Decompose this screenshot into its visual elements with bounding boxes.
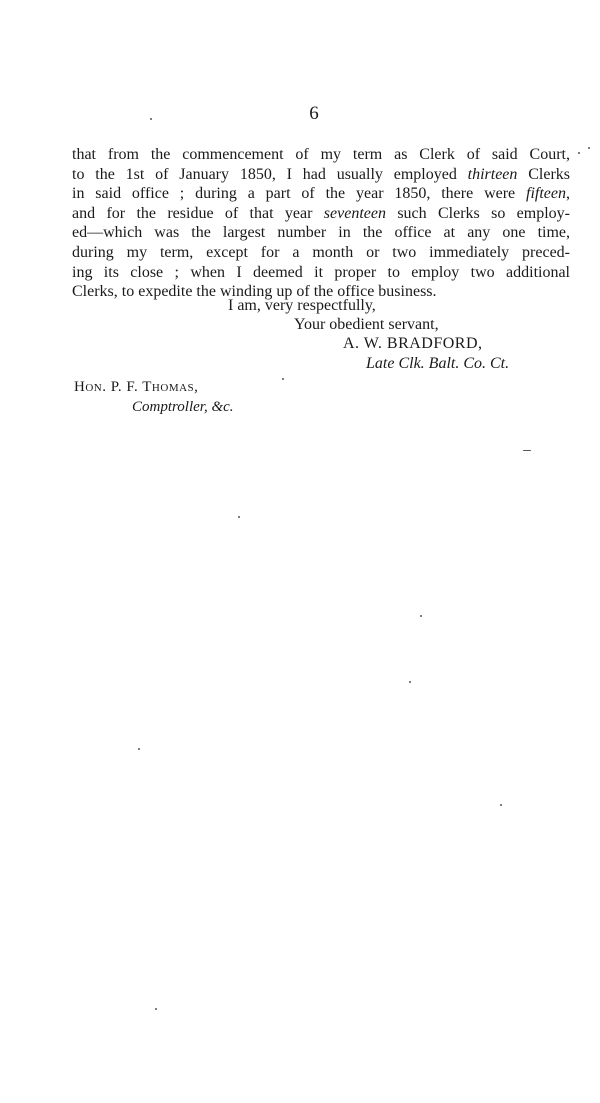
signature-name: A. W. BRADFORD, (343, 335, 483, 352)
emphasis: thirteen (467, 165, 518, 183)
scan-speck (500, 804, 502, 806)
emphasis: fifteen (526, 185, 566, 203)
scan-speck (138, 748, 140, 750)
closing-salutation: I am, very respectfully, (228, 297, 376, 314)
recipient-title: Comptroller, &c. (132, 399, 234, 415)
letter-line: ing its close ; when I deemed it proper to employ two additional (72, 263, 570, 281)
letter-line: in said office ; during a part of the year 1850, there were fifteen, (72, 185, 570, 203)
scan-speck (282, 378, 284, 380)
scan-speck (150, 118, 152, 120)
letter-line: to the 1st of January 1850, I had usually employed thirteen Clerks (72, 165, 570, 183)
letter-line: ed—which was the largest number in the office at any one time, (72, 224, 570, 242)
scan-speck (588, 147, 590, 149)
scan-speck (238, 516, 240, 518)
emphasis: seventeen (323, 204, 386, 222)
letter-line: during my term, except for a month or two immediately preced- (72, 243, 570, 261)
scan-speck (420, 615, 422, 617)
closing-servant: Your obedient servant, (294, 316, 439, 333)
scan-speck (155, 1008, 157, 1010)
recipient-name: Hon. P. F. Thomas, (74, 379, 199, 395)
scan-speck (523, 450, 531, 451)
letter-line: and for the residue of that year seventeen such Clerks so employ- (72, 204, 570, 222)
letter-line: that from the commencement of my term as Clerk of said Court, (72, 146, 570, 163)
letter-body (72, 145, 570, 302)
scan-speck (409, 681, 411, 683)
page-number: 6 (309, 103, 319, 124)
letter-line: Clerks, to expedite the winding up of the office business. (72, 283, 437, 301)
signature-title: Late Clk. Balt. Co. Ct. (366, 355, 510, 372)
scan-speck (578, 152, 580, 154)
